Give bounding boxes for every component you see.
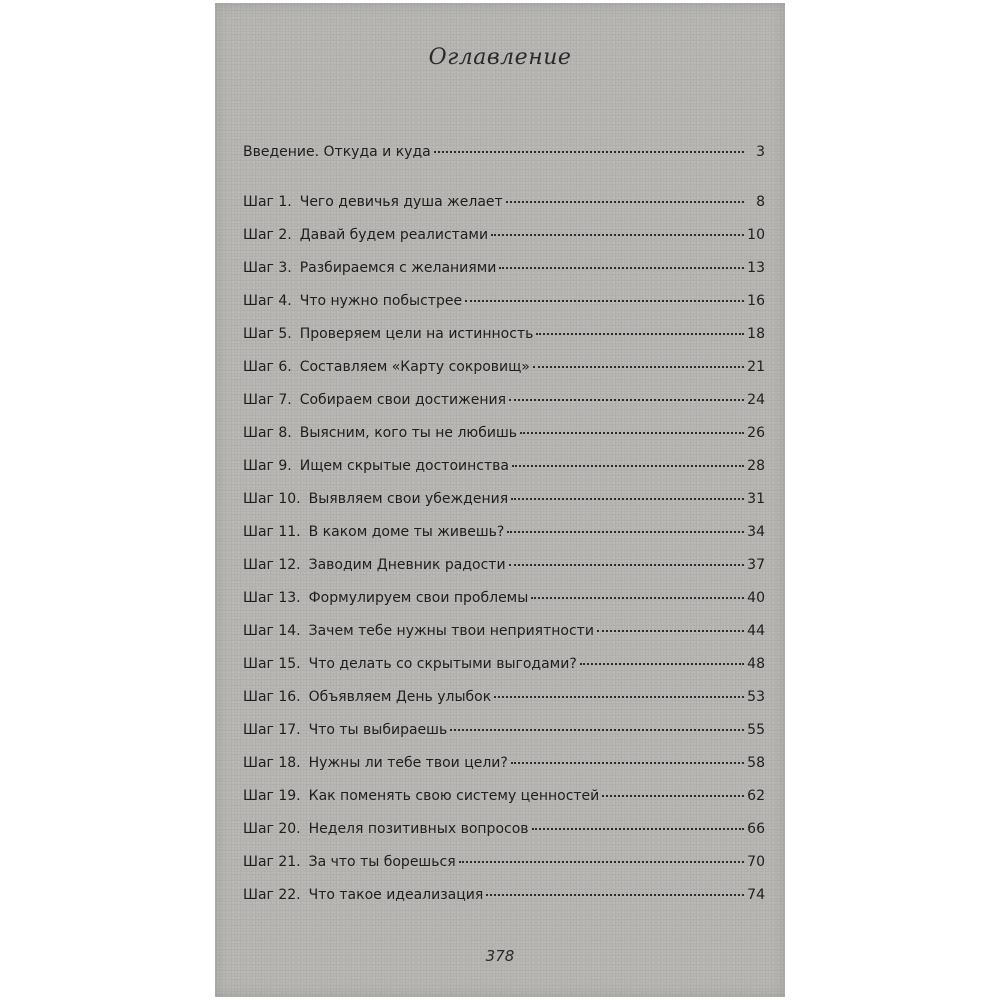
toc-entry-page: 62	[747, 788, 765, 804]
book-page	[215, 3, 785, 997]
dot-leader	[434, 151, 744, 153]
toc-entry-page: 16	[747, 293, 765, 309]
toc-entry-title: За что ты борешься	[308, 854, 456, 870]
toc-entry-step: Шаг 16.	[243, 689, 301, 705]
toc-entry	[243, 392, 765, 425]
toc-entry	[243, 227, 765, 260]
toc-entry-page: 24	[747, 392, 765, 408]
toc-entry	[243, 557, 765, 590]
toc-entry-page: 3	[756, 144, 765, 160]
dot-leader	[597, 630, 744, 632]
toc-entry	[243, 722, 765, 755]
toc-entry-step: Шаг 22.	[243, 887, 301, 903]
dot-leader	[506, 201, 744, 203]
toc-entry-step: Шаг 12.	[243, 557, 301, 573]
toc-entry	[243, 821, 765, 854]
toc-entry-title: Нужны ли тебе твои цели?	[308, 755, 508, 771]
toc-entry-step: Шаг 15.	[243, 656, 301, 672]
toc-entry-title: Что такое идеализация	[308, 887, 484, 903]
toc-entry	[243, 887, 765, 920]
toc-entry-page: 55	[747, 722, 765, 738]
toc-entry-title: Составляем «Карту сокровищ»	[299, 359, 530, 375]
toc-entry-title: Что нужно побыстрее	[299, 293, 463, 309]
dot-leader	[509, 564, 744, 566]
dot-leader	[520, 432, 744, 434]
toc-entry-title: В каком доме ты живешь?	[308, 524, 505, 540]
toc-entry	[243, 524, 765, 557]
toc-entry-title: Ищем скрытые достоинства	[299, 458, 509, 474]
toc-entry-page: 66	[747, 821, 765, 837]
dot-leader	[509, 399, 744, 401]
toc-entry-page: 26	[747, 425, 765, 441]
toc-entry-title: Что ты выбираешь	[308, 722, 448, 738]
dot-leader	[532, 828, 744, 830]
toc-entry-page: 28	[747, 458, 765, 474]
table-of-contents	[243, 144, 765, 920]
toc-entry-title: Что делать со скрытыми выгодами?	[308, 656, 577, 672]
toc-entry-step: Шаг 2.	[243, 227, 292, 243]
toc-entry	[243, 194, 765, 227]
toc-entry-step: Шаг 17.	[243, 722, 301, 738]
toc-entry-page: 13	[747, 260, 765, 276]
toc-entry-page: 48	[747, 656, 765, 672]
toc-entry	[243, 491, 765, 524]
dot-leader	[602, 795, 744, 797]
dot-leader	[491, 234, 744, 236]
toc-entry	[243, 755, 765, 788]
toc-entry-step: Шаг 8.	[243, 425, 292, 441]
toc-entry	[243, 326, 765, 359]
toc-entry-step: Шаг 14.	[243, 623, 301, 639]
dot-leader	[450, 729, 744, 731]
toc-entry-step: Шаг 18.	[243, 755, 301, 771]
dot-leader	[533, 366, 744, 368]
dot-leader	[499, 267, 744, 269]
toc-entry-title: Разбираемся с желаниями	[299, 260, 497, 276]
toc-entry-title: Проверяем цели на истинность	[299, 326, 534, 342]
toc-entry-title: Формулируем свои проблемы	[308, 590, 529, 606]
dot-leader	[511, 762, 744, 764]
toc-entry-step: Шаг 13.	[243, 590, 301, 606]
toc-entry-page: 70	[747, 854, 765, 870]
toc-entry-title: Зачем тебе нужны твои неприятности	[308, 623, 594, 639]
toc-entry	[243, 623, 765, 656]
toc-entry	[243, 359, 765, 392]
toc-entry-page: 37	[747, 557, 765, 573]
toc-entry-page: 74	[747, 887, 765, 903]
toc-entry-step: Шаг 1.	[243, 194, 292, 210]
toc-entry	[243, 788, 765, 821]
dot-leader	[459, 861, 744, 863]
toc-entry-step: Шаг 20.	[243, 821, 301, 837]
toc-entry	[243, 458, 765, 491]
toc-entry	[243, 425, 765, 458]
dot-leader	[512, 465, 744, 467]
toc-entry-title: Чего девичья душа желает	[299, 194, 503, 210]
dot-leader	[531, 597, 744, 599]
dot-leader	[580, 663, 744, 665]
dot-leader	[511, 498, 744, 500]
dot-leader	[536, 333, 744, 335]
toc-entry-title: Выявляем свои убеждения	[308, 491, 509, 507]
toc-entry-title: Заводим Дневник радости	[308, 557, 506, 573]
toc-entry-page: 21	[747, 359, 765, 375]
toc-entry-step: Шаг 10.	[243, 491, 301, 507]
toc-entry-page: 58	[747, 755, 765, 771]
toc-entry	[243, 689, 765, 722]
toc-entry-title: Собираем свои достижения	[299, 392, 507, 408]
toc-entry-step: Шаг 3.	[243, 260, 292, 276]
toc-entry-title: Как поменять свою систему ценностей	[308, 788, 600, 804]
toc-entry-page: 44	[747, 623, 765, 639]
dot-leader	[486, 894, 744, 896]
toc-entry-step: Шаг 9.	[243, 458, 292, 474]
toc-entry-step: Шаг 11.	[243, 524, 301, 540]
toc-entry-step: Шаг 7.	[243, 392, 292, 408]
dot-leader	[494, 696, 744, 698]
toc-entry-step: Шаг 6.	[243, 359, 292, 375]
toc-entry-title: Выясним, кого ты не любишь	[299, 425, 518, 441]
toc-entry-page: 8	[756, 194, 765, 210]
toc-entry-title: Объявляем День улыбок	[308, 689, 492, 705]
dot-leader	[507, 531, 744, 533]
toc-entry-intro	[243, 144, 765, 194]
toc-entry-page: 18	[747, 326, 765, 342]
page-title: Оглавление	[428, 45, 572, 70]
toc-entry-step: Шаг 4.	[243, 293, 292, 309]
toc-entry	[243, 260, 765, 293]
toc-entry-step: Шаг 5.	[243, 326, 292, 342]
toc-entry-page: 10	[747, 227, 765, 243]
toc-entry-page: 31	[747, 491, 765, 507]
page-number: 378	[485, 947, 515, 965]
toc-entry-title: Неделя позитивных вопросов	[308, 821, 529, 837]
toc-entry	[243, 854, 765, 887]
toc-entry	[243, 293, 765, 326]
toc-entry-step: Шаг 19.	[243, 788, 301, 804]
toc-entry-title: Давай будем реалистами	[299, 227, 489, 243]
toc-entry	[243, 590, 765, 623]
toc-entry-page: 34	[747, 524, 765, 540]
toc-entry-page: 53	[747, 689, 765, 705]
toc-entry-page: 40	[747, 590, 765, 606]
toc-entry	[243, 656, 765, 689]
dot-leader	[465, 300, 744, 302]
toc-entry-step: Шаг 21.	[243, 854, 301, 870]
toc-entry-title: Введение. Откуда и куда	[243, 144, 431, 160]
